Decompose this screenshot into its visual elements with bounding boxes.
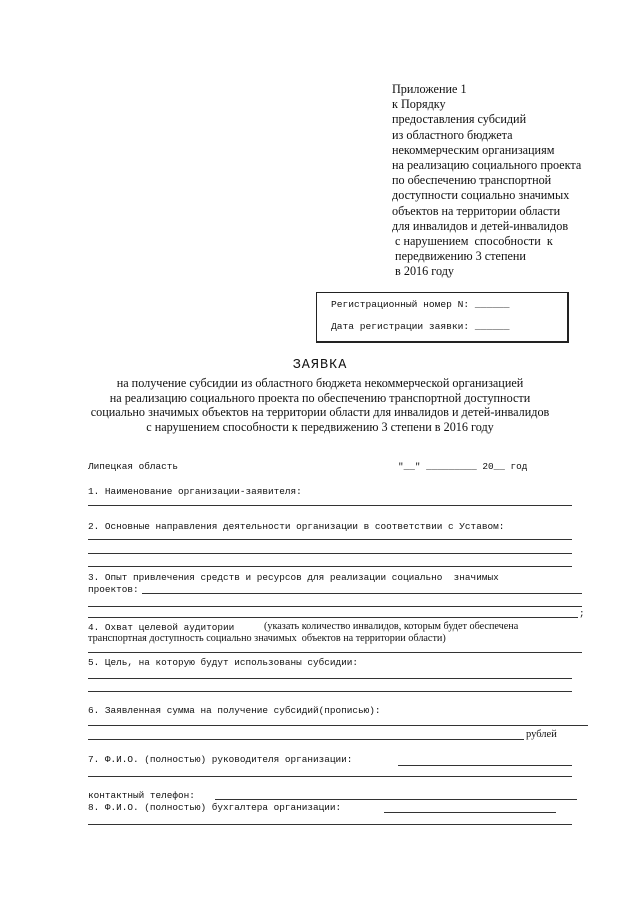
- appendix-line: с нарушением способности к: [392, 234, 553, 249]
- item-2-label: 2. Основные направления деятельности организации в соответствии с Уставом:: [88, 521, 505, 532]
- item-1-answer-line[interactable]: [88, 505, 572, 506]
- item-7-answer-line[interactable]: [88, 776, 572, 777]
- item-3-label-cont: проектов:: [88, 584, 139, 595]
- subtitle-line: социально значимых объектов на территории области для инвалидов и детей-инвалидов: [90, 405, 550, 419]
- item-6-answer-line[interactable]: [88, 739, 524, 740]
- document-subtitle: [60, 376, 580, 434]
- subtitle-line: с нарушением способности к передвижению 3 степени в 2016 году: [146, 419, 494, 434]
- item-5-answer-line[interactable]: [88, 691, 572, 692]
- item-7-answer-line[interactable]: [398, 765, 572, 766]
- item-5-answer-line[interactable]: [88, 678, 572, 679]
- appendix-line: доступности социально значимых: [392, 188, 570, 203]
- phone-answer-line[interactable]: [215, 799, 577, 800]
- item-8-answer-line[interactable]: [384, 812, 556, 813]
- item-2-answer-line[interactable]: [88, 566, 572, 567]
- subtitle-line: на реализацию социального проекта по обеспечению транспортной доступности: [109, 390, 531, 405]
- registration-box: [316, 292, 569, 343]
- phone-label: контактный телефон:: [88, 790, 195, 801]
- registration-date-field[interactable]: Дата регистрации заявки: ______: [331, 321, 510, 332]
- item-8-answer-line[interactable]: [88, 824, 572, 825]
- appendix-line: для инвалидов и детей-инвалидов: [392, 218, 569, 233]
- appendix-block: [392, 82, 581, 280]
- item-6-answer-line[interactable]: [88, 725, 588, 726]
- item-6-currency: рублей: [526, 729, 557, 740]
- document-title: ЗАЯВКА: [292, 358, 348, 373]
- item-4-label: 4. Охват целевой аудитории: [88, 622, 235, 633]
- appendix-line: объектов на территории области: [392, 203, 561, 218]
- item-3-semicolon: ;: [579, 608, 585, 619]
- appendix-line: в 2016 году: [392, 264, 455, 279]
- appendix-line: на реализацию социального проекта: [392, 158, 582, 173]
- registration-number-field[interactable]: Регистрационный номер N: ______: [331, 299, 510, 310]
- appendix-line: передвижению 3 степени: [392, 249, 526, 264]
- item-4-answer-line[interactable]: [88, 652, 582, 653]
- date-field[interactable]: "__" _________ 20__ год: [398, 461, 528, 472]
- item-6-label: 6. Заявленная сумма на получение субсидий(прописью):: [88, 705, 381, 716]
- item-3-answer-line[interactable]: [88, 617, 578, 618]
- appendix-line: к Порядку: [392, 97, 446, 112]
- appendix-line: Приложение 1: [392, 82, 467, 96]
- item-5-label: 5. Цель, на которую будут использованы субсидии:: [88, 657, 359, 668]
- item-2-answer-line[interactable]: [88, 539, 572, 540]
- item-2-answer-line[interactable]: [88, 553, 572, 554]
- item-3-label: 3. Опыт привлечения средств и ресурсов для реализации социально значимых: [88, 572, 499, 583]
- appendix-line: предоставления субсидий: [392, 112, 527, 127]
- item-3-answer-line[interactable]: [88, 606, 582, 607]
- appendix-line: некоммерческим организациям: [392, 142, 555, 157]
- item-4-note-cont: транспортная доступность социально значимых объектов на территории области): [88, 633, 446, 644]
- subtitle-line: на получение субсидии из областного бюджета некоммерческой организацией: [116, 376, 524, 390]
- item-3-answer-line[interactable]: [142, 593, 582, 594]
- appendix-line: по обеспечению транспортной: [392, 173, 552, 188]
- item-7-label: 7. Ф.И.О. (полностью) руководителя организации:: [88, 754, 353, 765]
- item-8-label: 8. Ф.И.О. (полностью) бухгалтера организации:: [88, 802, 342, 813]
- appendix-line: из областного бюджета: [392, 127, 513, 142]
- region-label: Липецкая область: [88, 461, 179, 472]
- item-4-note: (указать количество инвалидов, которым будет обеспечена: [264, 621, 519, 632]
- item-1-label: 1. Наименование организации-заявителя:: [88, 486, 302, 497]
